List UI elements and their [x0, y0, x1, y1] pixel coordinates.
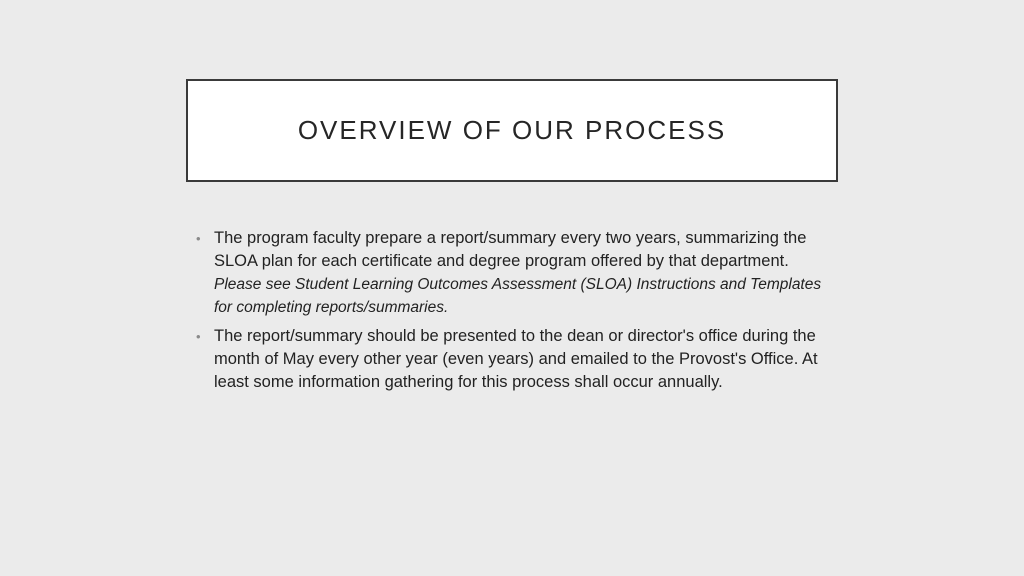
slide-title: OVERVIEW OF OUR PROCESS: [297, 115, 727, 145]
title-box: [186, 79, 838, 182]
slide-content: [196, 227, 836, 400]
bullet-1-text: The program faculty prepare a report/summary every two years, summarizing the SLOA plan for each certificate and degree program offered by that department.: [214, 229, 807, 270]
bullet-1-italic-text: Please see Student Learning Outcomes Assessment (SLOA) Instructions and Templates for completing reports/summaries.: [214, 276, 822, 316]
bullet-dot-icon: •: [196, 231, 201, 246]
bullet-item-1: [196, 227, 836, 319]
bullet-item-2: [196, 325, 836, 394]
bullet-dot-icon: •: [196, 329, 201, 344]
bullet-list: [196, 227, 836, 394]
bullet-2-text: The report/summary should be presented to the dean or director's office during the month of May every other year (even years) and emailed to the Provost's Office. At least some information gathering for this process shall occur annually.: [214, 327, 818, 391]
